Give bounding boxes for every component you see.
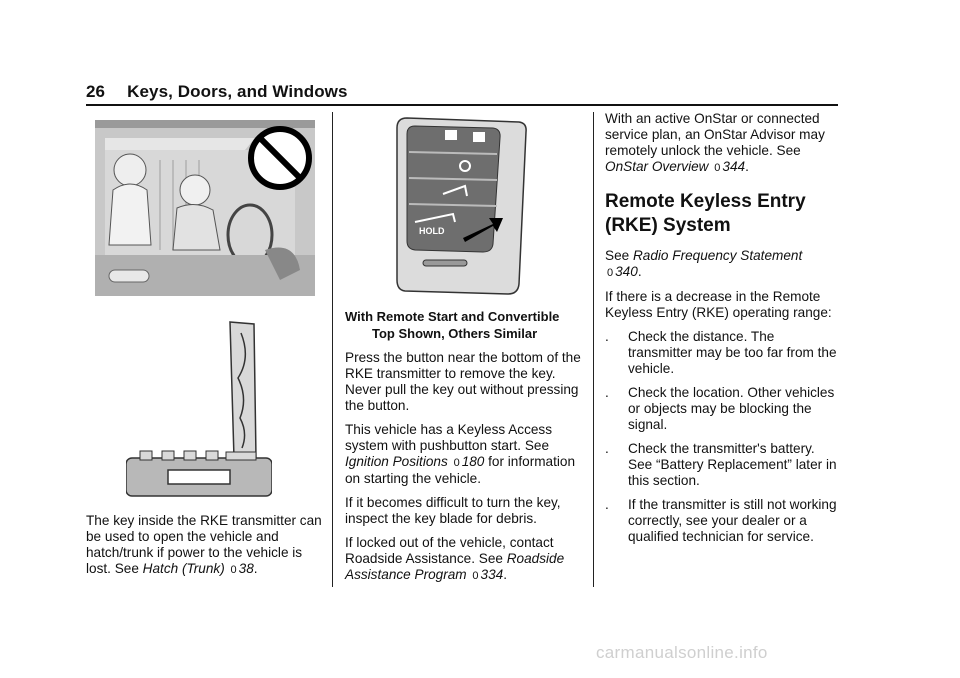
arrow-icon: 0 <box>472 570 479 582</box>
arrow-icon: 0 <box>453 457 460 469</box>
page-ref-340[interactable]: 340 <box>615 264 638 279</box>
ignition-positions-link[interactable]: Ignition Positions <box>345 454 448 469</box>
list-item: . If the transmitter is still not working correctly, see your dealer or a qualified technician for service. <box>605 497 837 544</box>
fob-hold-label: HOLD <box>419 226 445 236</box>
list-item: . Check the location. Other vehicles or objects may be blocking the signal. <box>605 385 835 432</box>
arrow-icon: 0 <box>714 162 721 174</box>
column-divider-2 <box>593 112 594 587</box>
column-divider-1 <box>332 112 333 587</box>
watermark: carmanualsonline.info <box>596 643 768 662</box>
list-item: . Check the distance. The transmitter may be too far from the vehicle. <box>605 329 837 376</box>
onstar-paragraph: With an active OnStar or connected service plan, an OnStar Advisor may remotely unlock the vehicle. See OnStar Overview 0 344. <box>605 111 825 174</box>
rke-transmitter-illustration <box>393 114 533 298</box>
remove-key-paragraph: Press the button near the bottom of the RKE transmitter to remove the key. Never pull the key out without pressing the button. <box>345 350 581 413</box>
radio-frequency-link[interactable]: Radio Frequency Statement <box>632 248 803 263</box>
locked-out-paragraph: If locked out of the vehicle, contact Roadside Assistance. See Roadside Assistance Program 0 334. <box>345 535 565 582</box>
header-rule <box>86 104 838 106</box>
onstar-overview-link[interactable]: OnStar Overview <box>605 159 709 174</box>
radio-frequency-paragraph: See Radio Frequency Statement 0 340. <box>605 248 803 279</box>
column-middle <box>345 308 585 592</box>
key-blade-illustration <box>126 318 272 498</box>
roadside-assistance-link[interactable]: Roadside Assistance Program <box>345 551 565 582</box>
page-header <box>86 82 348 102</box>
key-debris-paragraph: If it becomes difficult to turn the key, inspect the key blade for debris. <box>345 495 561 526</box>
page-number: 26 <box>86 82 106 101</box>
rke-section-heading: Remote Keyless Entry (RKE) System <box>605 191 806 236</box>
hatch-trunk-link[interactable]: Hatch (Trunk) <box>142 561 225 576</box>
page-ref-38[interactable]: 38 <box>238 561 254 576</box>
key-inside-paragraph: The key inside the RKE transmitter can be used to open the vehicle and hatch/trunk if power to the vehicle is lost. See Hatch (Trunk) 0 38. <box>86 513 322 576</box>
page-ref-180[interactable]: 180 <box>461 454 485 469</box>
keyless-access-paragraph: This vehicle has a Keyless Access system with pushbutton start. See Ignition Positions 0 180 for information on starting the vehicle. <box>345 422 576 486</box>
section-title: Keys, Doors, and Windows <box>127 82 348 101</box>
list-item: . Check the transmitter's battery. See “Battery Replacement” later in this section. <box>605 441 837 488</box>
figure-caption: With Remote Start and Convertible Top Shown, Others Similar <box>345 309 560 341</box>
children-in-car-warning-illustration <box>95 120 315 296</box>
page-ref-344[interactable]: 344 <box>722 159 746 174</box>
column-left <box>86 513 326 586</box>
column-right <box>605 111 840 553</box>
range-decrease-paragraph: If there is a decrease in the Remote Keyless Entry (RKE) operating range: <box>605 289 832 320</box>
arrow-icon: 0 <box>230 564 237 576</box>
arrow-icon: 0 <box>607 267 614 279</box>
page-ref-334[interactable]: 334 <box>480 567 504 582</box>
